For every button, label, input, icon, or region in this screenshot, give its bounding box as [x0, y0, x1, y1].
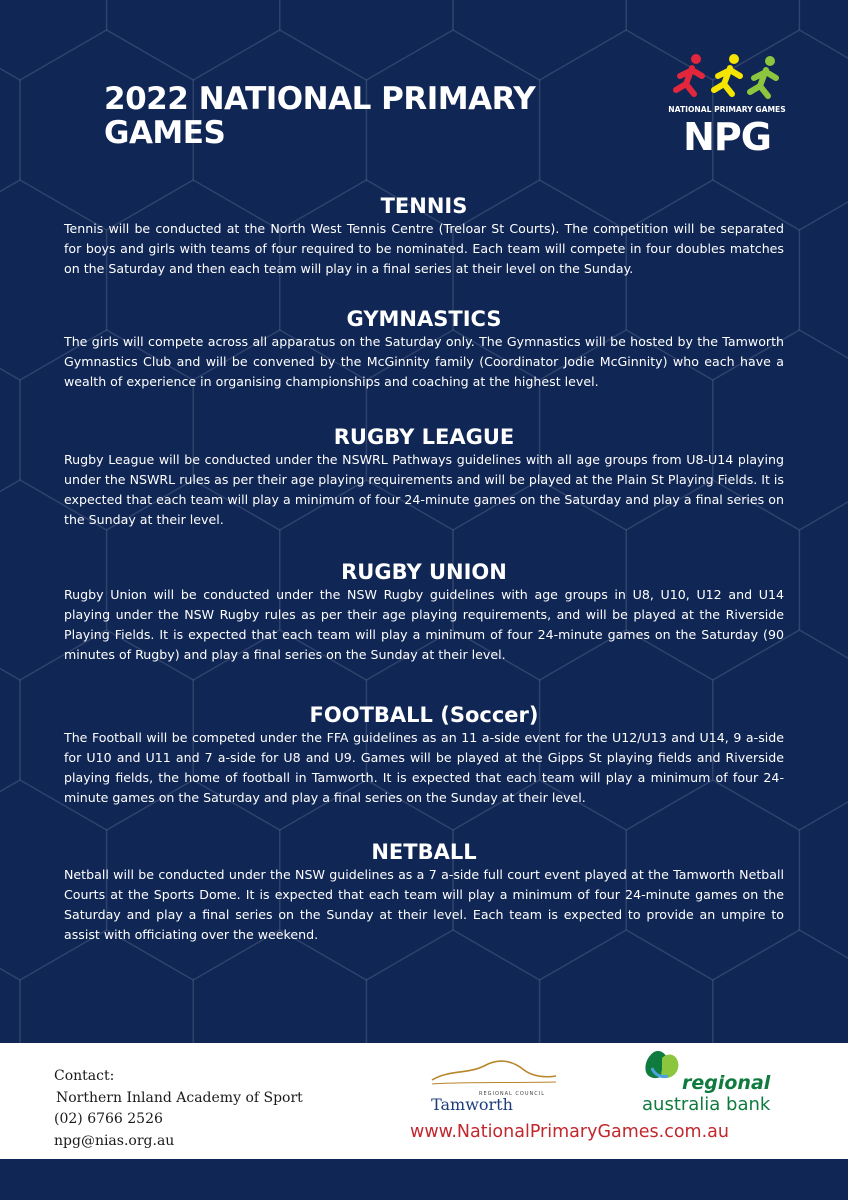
website-url[interactable]: www.NationalPrimaryGames.com.au [410, 1122, 729, 1142]
section-rugby-union [64, 559, 784, 665]
section-body: Netball will be conducted under the NSW guidelines as a 7 a-side full court event played at the Tamworth Netball Courts at the Sports Dome. It is expected that each team will play a minimum of four 24-minute games on the Saturday and play a final series on the Sunday at their level. Each team is expected to provide an umpire to assist with officiating over the weekend. [64, 867, 784, 942]
section-heading: GYMNASTICS [346, 307, 502, 331]
section-gymnastics [64, 306, 784, 392]
runner-green-icon [750, 56, 776, 96]
section-body: Rugby Union will be conducted under the NSW Rugby guidelines with age groups in U8, U10, U12 and U14 playing under the NSW Rugby rules as per their age playing requirements, and will be played at the Riverside Playing Fields. It is expected that each team will play a minimum of four 24-minute games on the Saturday (90 minutes of Rugby) and play a final series on the Sunday at their level. [64, 587, 784, 662]
section-body: Rugby League will be conducted under the NSWRL Pathways guidelines with all age groups from U8-U14 playing under the NSWRL rules as per their age playing requirements and will be played at the Plain St Playing Fields. It is expected that each team will play a minimum of four 24-minute games on the Saturday and play a final series on the Sunday at their level. [64, 452, 784, 527]
npg-logo [662, 50, 792, 154]
section-netball [64, 839, 784, 945]
bank-line1: regional [682, 1072, 771, 1094]
bottom-bar [0, 1159, 848, 1200]
section-heading: TENNIS [380, 194, 468, 218]
bank-line2: australia bank [642, 1094, 771, 1115]
contact-email: npg@nias.org.au [54, 1132, 175, 1149]
australia-map-icon [645, 1051, 678, 1078]
section-body: Tennis will be conducted at the North West Tennis Centre (Treloar St Courts). The competition will be separated for boys and girls with teams of four required to be nominated. Each team will compete in four doubles matches on the Saturday and then each team will play in a final series at their level on the Sunday. [64, 221, 784, 276]
contact-phone: (02) 6766 2526 [54, 1111, 163, 1127]
section-heading: FOOTBALL (Soccer) [309, 703, 539, 727]
council-name: Tamworth [431, 1095, 513, 1114]
contact-org: Northern Inland Academy of Sport [56, 1089, 303, 1106]
runner-yellow-icon [714, 54, 740, 94]
regional-australia-bank-logo [640, 1046, 780, 1116]
section-heading: NETBALL [371, 840, 477, 864]
page-title: 2022 NATIONAL PRIMARY GAMES [104, 81, 536, 151]
contact-block [54, 1066, 303, 1152]
runner-red-icon [676, 54, 702, 94]
section-football [64, 702, 784, 808]
logo-arc-text: NATIONAL PRIMARY GAMES [668, 105, 786, 114]
section-body: The Football will be competed under the FFA guidelines as an 11 a-side event for the U12/U13 and U14, 9 a-side for U10 and U11 and 7 a-side for U8 and U9. Games will be played at the Gipps St playing fields and Riverside playing fields, the home of football in Tamworth. It is expected that each team will play a minimum of four 24-minute games on the Saturday and play a final series on the Sunday at their level. [64, 730, 784, 805]
section-heading: RUGBY UNION [341, 560, 507, 584]
hills-icon [432, 1061, 556, 1080]
council-small-text: REGIONAL COUNCIL [478, 1091, 546, 1097]
section-heading: RUGBY LEAGUE [333, 425, 515, 449]
contact-label: Contact: [54, 1068, 115, 1084]
section-rugby-league [64, 424, 784, 530]
section-body: The girls will compete across all apparatus on the Saturday only. The Gymnastics will be hosted by the Tamworth Gymnastics Club and will be convened by the McGinnity family (Coordinator Jodie McGinnity) who each have a wealth of experience in organising championships and coaching at the highest level. [64, 334, 784, 389]
section-tennis [64, 193, 784, 279]
tamworth-council-logo [428, 1052, 560, 1114]
logo-monogram: NPG [683, 115, 771, 154]
